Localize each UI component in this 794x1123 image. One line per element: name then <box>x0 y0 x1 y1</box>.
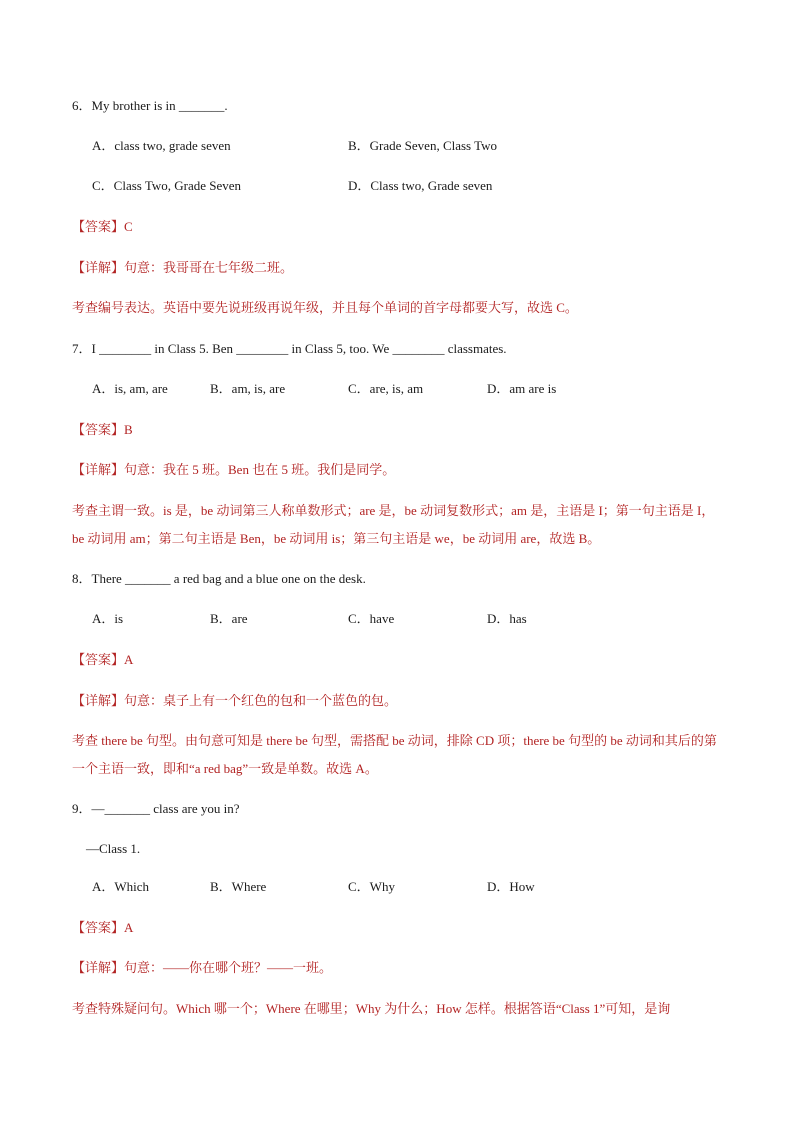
answer-label: 【答案】 <box>72 920 125 935</box>
question-8-option-a: A．is <box>92 611 124 626</box>
answer-value: A <box>124 920 134 935</box>
detail-label: 【详解】 <box>72 260 125 275</box>
question-9-option-d: D．How <box>487 879 535 894</box>
detail-label: 【详解】 <box>72 693 125 708</box>
question-7-option-b: B．am, is, are <box>210 381 286 396</box>
question-7-stem: 7．I ________ in Class 5. Ben ________ in Class 5, too. We ________ classmates. <box>72 341 507 356</box>
question-6-stem: 6．My brother is in _______. <box>72 98 228 113</box>
answer-label: 【答案】 <box>72 422 125 437</box>
question-9-analysis: 考查特殊疑问句。Which 哪一个；Where 在哪里；Why 为什么；How 怎样。根据答语“Class 1”可知，是询 <box>72 1001 671 1016</box>
question-8-option-d: D．has <box>487 611 527 626</box>
question-6-answer <box>72 217 722 237</box>
answer-label: 【答案】 <box>72 219 125 234</box>
detail-text: 句意：我哥哥在七年级二班。 <box>124 260 294 275</box>
question-7-option-c: C．are, is, am <box>348 381 424 396</box>
question-9-option-b: B．Where <box>210 879 267 894</box>
question-7-analysis: 考查主谓一致。is 是，be 动词第三人称单数形式；are 是，be 动词复数形式；am 是，主语是 I；第一句主语是 I，be 动词用 am；第二句主语是 Ben，be 动词用 is；第三句主语是 we，be 动词用 are，故选 B。 <box>72 503 715 546</box>
detail-text: 句意：桌子上有一个红色的包和一个蓝色的包。 <box>124 693 398 708</box>
question-6-option-d: D．Class two, Grade seven <box>348 178 493 193</box>
question-7-answer <box>72 420 722 440</box>
question-6-detail <box>72 258 722 278</box>
question-8-stem: 8．There _______ a red bag and a blue one on the desk. <box>72 571 366 586</box>
detail-text: 句意：——你在哪个班？——一班。 <box>124 960 333 975</box>
question-8-analysis: 考查 there be 句型。由句意可知是 there be 句型，需搭配 be 动词，排除 CD 项；there be 句型的 be 动词和其后的第一个主语一致，即和“a red bag”一致是单数。故选 A。 <box>72 733 717 776</box>
question-8-detail <box>72 691 722 711</box>
answer-label: 【答案】 <box>72 652 125 667</box>
question-6-option-a: A．class two, grade seven <box>92 138 231 153</box>
answer-value: C <box>124 219 133 234</box>
question-6-option-b: B．Grade Seven, Class Two <box>348 138 498 153</box>
question-6-analysis: 考查编号表达。英语中要先说班级再说年级，并且每个单词的首字母都要大写，故选 C。 <box>72 300 578 315</box>
question-9-option-a: A．Which <box>92 879 150 894</box>
question-7-detail <box>72 460 722 480</box>
question-9-option-c: C．Why <box>348 879 395 894</box>
answer-value: A <box>124 652 134 667</box>
question-9-answer <box>72 918 722 938</box>
question-8-option-b: B．are <box>210 611 248 626</box>
question-7-option-a: A．is, am, are <box>92 381 168 396</box>
detail-label: 【详解】 <box>72 462 125 477</box>
question-8-answer <box>72 650 722 670</box>
question-7-option-d: D．am are is <box>487 381 557 396</box>
question-8-option-c: C．have <box>348 611 395 626</box>
detail-label: 【详解】 <box>72 960 125 975</box>
question-9-stem: 9．—_______ class are you in? <box>72 801 240 816</box>
question-6-option-c: C．Class Two, Grade Seven <box>92 178 242 193</box>
question-9-response: —Class 1. <box>86 841 141 856</box>
detail-text: 句意：我在 5 班。Ben 也在 5 班。我们是同学。 <box>124 462 396 477</box>
answer-value: B <box>124 422 133 437</box>
question-9-detail <box>72 958 722 978</box>
